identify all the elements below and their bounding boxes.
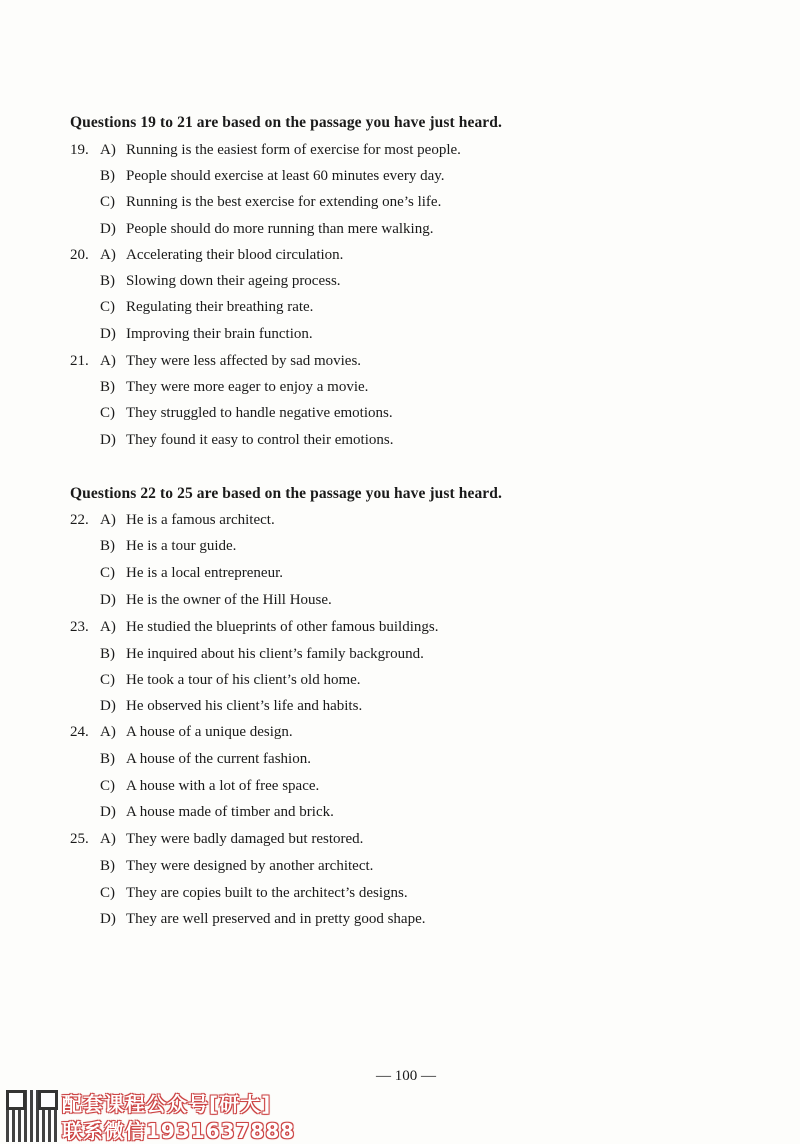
- option-text: He is a tour guide.: [126, 538, 237, 554]
- option-letter: A): [100, 619, 116, 635]
- option-letter: C): [100, 405, 115, 421]
- option-text: He studied the blueprints of other famous buildings.: [126, 619, 439, 635]
- question-number: 22.: [70, 512, 89, 528]
- option-letter: A): [100, 353, 116, 369]
- option-letter: A): [100, 512, 116, 528]
- option-text: Regulating their breathing rate.: [126, 299, 314, 315]
- question-number: 25.: [70, 831, 89, 847]
- option-letter: C): [100, 299, 115, 315]
- option-text: He is the owner of the Hill House.: [126, 592, 332, 608]
- option-text: People should exercise at least 60 minutes every day.: [126, 168, 445, 184]
- option-letter: B): [100, 751, 115, 767]
- watermark-line-1: 配套课程公众号[研大]: [62, 1092, 272, 1116]
- option-text: Accelerating their blood circulation.: [126, 247, 344, 263]
- option-letter: D): [100, 804, 116, 820]
- section-heading-22-25: Questions 22 to 25 are based on the passage you have just heard.: [70, 485, 502, 502]
- option-letter: D): [100, 592, 116, 608]
- question-number: 20.: [70, 247, 89, 263]
- option-letter: A): [100, 247, 116, 263]
- option-text: Improving their brain function.: [126, 326, 313, 342]
- option-letter: B): [100, 168, 115, 184]
- option-letter: B): [100, 538, 115, 554]
- option-letter: D): [100, 432, 116, 448]
- option-letter: B): [100, 273, 115, 289]
- watermark-line-2: 联系微信1931637888: [62, 1119, 296, 1143]
- option-text: They are copies built to the architect’s designs.: [126, 885, 408, 901]
- option-text: A house with a lot of free space.: [126, 778, 320, 794]
- option-text: Slowing down their ageing process.: [126, 273, 341, 289]
- option-letter: C): [100, 565, 115, 581]
- option-text: They were more eager to enjoy a movie.: [126, 379, 369, 395]
- option-text: They found it easy to control their emotions.: [126, 432, 394, 448]
- option-text: They were less affected by sad movies.: [126, 353, 362, 369]
- option-letter: B): [100, 858, 115, 874]
- option-text: They are well preserved and in pretty good shape.: [126, 911, 426, 927]
- question-number: 24.: [70, 724, 89, 740]
- option-text: He took a tour of his client’s old home.: [126, 672, 361, 688]
- option-text: He is a famous architect.: [126, 512, 275, 528]
- option-text: He is a local entrepreneur.: [126, 565, 284, 581]
- option-letter: D): [100, 698, 116, 714]
- option-text: They were badly damaged but restored.: [126, 831, 364, 847]
- option-text: Running is the best exercise for extending one’s life.: [126, 194, 442, 210]
- option-letter: B): [100, 379, 115, 395]
- option-letter: D): [100, 911, 116, 927]
- option-text: A house made of timber and brick.: [126, 804, 334, 820]
- option-text: They were designed by another architect.: [126, 858, 374, 874]
- qr-code-icon: [6, 1090, 58, 1142]
- option-letter: A): [100, 831, 116, 847]
- option-text: He inquired about his client’s family background.: [126, 646, 424, 662]
- option-letter: C): [100, 778, 115, 794]
- question-number: 21.: [70, 353, 89, 369]
- option-letter: D): [100, 221, 116, 237]
- option-letter: A): [100, 724, 116, 740]
- option-text: They struggled to handle negative emotions.: [126, 405, 393, 421]
- option-text: Running is the easiest form of exercise for most people.: [126, 142, 461, 158]
- section-heading-19-21: Questions 19 to 21 are based on the passage you have just heard.: [70, 114, 502, 131]
- option-text: People should do more running than mere walking.: [126, 221, 434, 237]
- option-text: He observed his client’s life and habits.: [126, 698, 363, 714]
- option-text: A house of the current fashion.: [126, 751, 311, 767]
- option-letter: C): [100, 885, 115, 901]
- question-number: 23.: [70, 619, 89, 635]
- option-letter: C): [100, 194, 115, 210]
- watermark: [0, 1088, 320, 1143]
- option-letter: C): [100, 672, 115, 688]
- page-number: — 100 —: [376, 1068, 436, 1084]
- question-number: 19.: [70, 142, 89, 158]
- option-letter: D): [100, 326, 116, 342]
- option-text: A house of a unique design.: [126, 724, 293, 740]
- option-letter: A): [100, 142, 116, 158]
- option-letter: B): [100, 646, 115, 662]
